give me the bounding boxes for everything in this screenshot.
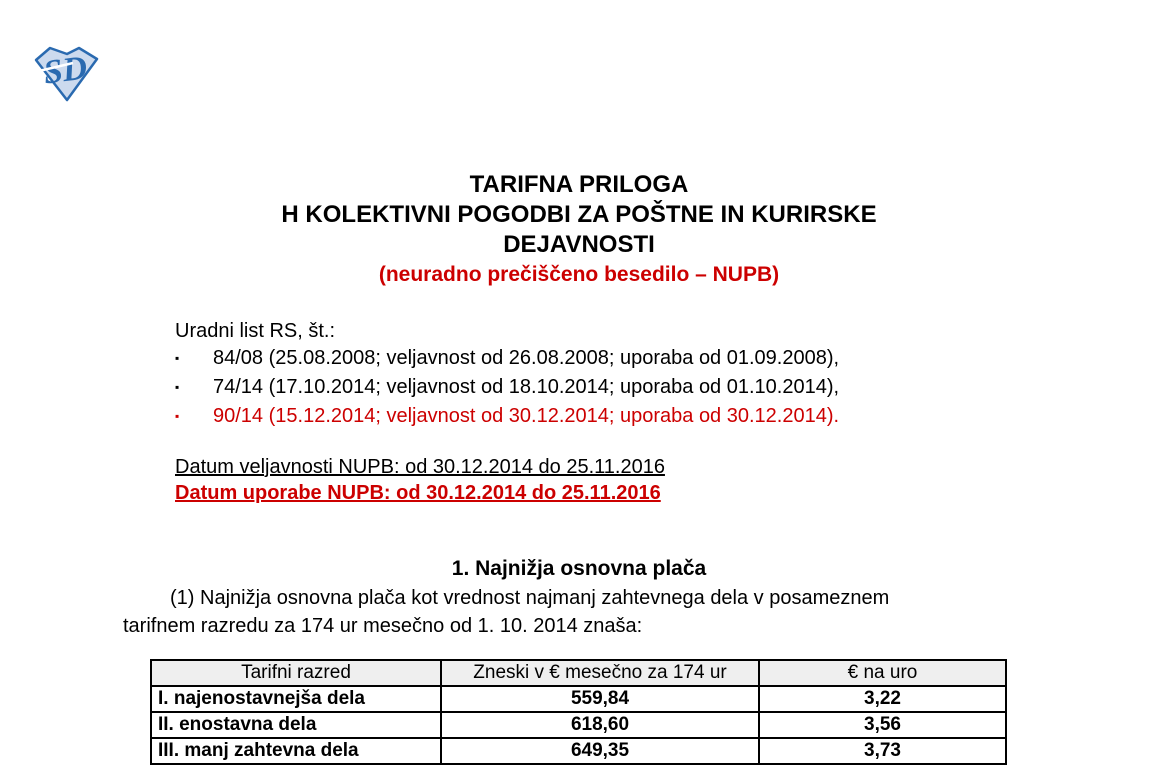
square-bullet-icon: ▪ — [175, 351, 180, 365]
table-row — [151, 712, 1006, 738]
cell-razred: III. manj zahtevna dela — [151, 738, 441, 764]
square-bullet-icon: ▪ — [175, 409, 180, 423]
title-line-1: TARIFNA PRILOGA — [469, 171, 689, 198]
gazette-item-text: 90/14 (15.12.2014; veljavnost od 30.12.2014; uporaba od 30.12.2014). — [213, 405, 840, 427]
title-line-3: DEJAVNOSTI — [503, 231, 655, 258]
cell-razred: I. najenostavnejša dela — [151, 686, 441, 712]
official-gazette-block — [123, 318, 1035, 432]
gazette-item — [175, 403, 1035, 432]
cell-na-uro: 3,22 — [759, 686, 1006, 712]
validity-block — [123, 454, 1035, 506]
validity-date-line: Datum veljavnosti NUPB: od 30.12.2014 do 25.11.2016 — [175, 456, 665, 478]
svg-text:SD: SD — [41, 49, 90, 92]
header-zneski-mesecno: Zneski v € mesečno za 174 ur — [441, 660, 759, 686]
table-row — [151, 686, 1006, 712]
cell-na-uro: 3,73 — [759, 738, 1006, 764]
cell-razred: II. enostavna dela — [151, 712, 441, 738]
title-line-2: H KOLEKTIVNI POGODBI ZA POŠTNE IN KURIRSKE — [281, 201, 877, 228]
gazette-item — [175, 345, 1035, 374]
header-tarifni-razred: Tarifni razred — [151, 660, 441, 686]
cell-mesecno: 559,84 — [441, 686, 759, 712]
header-eur-na-uro: € na uro — [759, 660, 1006, 686]
sd-shield-icon — [33, 45, 101, 103]
section-1-paragraph — [123, 584, 1035, 640]
gazette-heading: Uradni list RS, št.: — [175, 320, 336, 342]
cell-mesecno: 649,35 — [441, 738, 759, 764]
gazette-item — [175, 374, 1035, 403]
document-title — [123, 170, 1035, 260]
table-header-row — [151, 660, 1006, 686]
document-subtitle: (neuradno prečiščeno besedilo – NUPB) — [378, 263, 780, 286]
usage-date-line: Datum uporabe NUPB: od 30.12.2014 do 25.11.2016 — [175, 482, 661, 504]
cell-na-uro: 3,56 — [759, 712, 1006, 738]
gazette-list — [175, 345, 1035, 432]
document-content — [123, 170, 1035, 640]
gazette-item-text: 74/14 (17.10.2014; veljavnost od 18.10.2014; uporaba od 01.10.2014), — [213, 376, 840, 398]
square-bullet-icon: ▪ — [175, 380, 180, 394]
paragraph-line-2: tarifnem razredu za 174 ur mesečno od 1. 10. 2014 znaša: — [123, 615, 643, 637]
gazette-item-text: 84/08 (25.08.2008; veljavnost od 26.08.2008; uporaba od 01.09.2008), — [213, 347, 840, 369]
paragraph-line-1: (1) Najnižja osnovna plača kot vrednost najmanj zahtevnega dela v posameznem — [170, 587, 890, 609]
table-row — [151, 738, 1006, 764]
sd-shield-logo — [33, 45, 101, 103]
tariff-table — [150, 659, 1007, 765]
section-1-heading: 1. Najnižja osnovna plača — [451, 557, 707, 580]
cell-mesecno: 618,60 — [441, 712, 759, 738]
